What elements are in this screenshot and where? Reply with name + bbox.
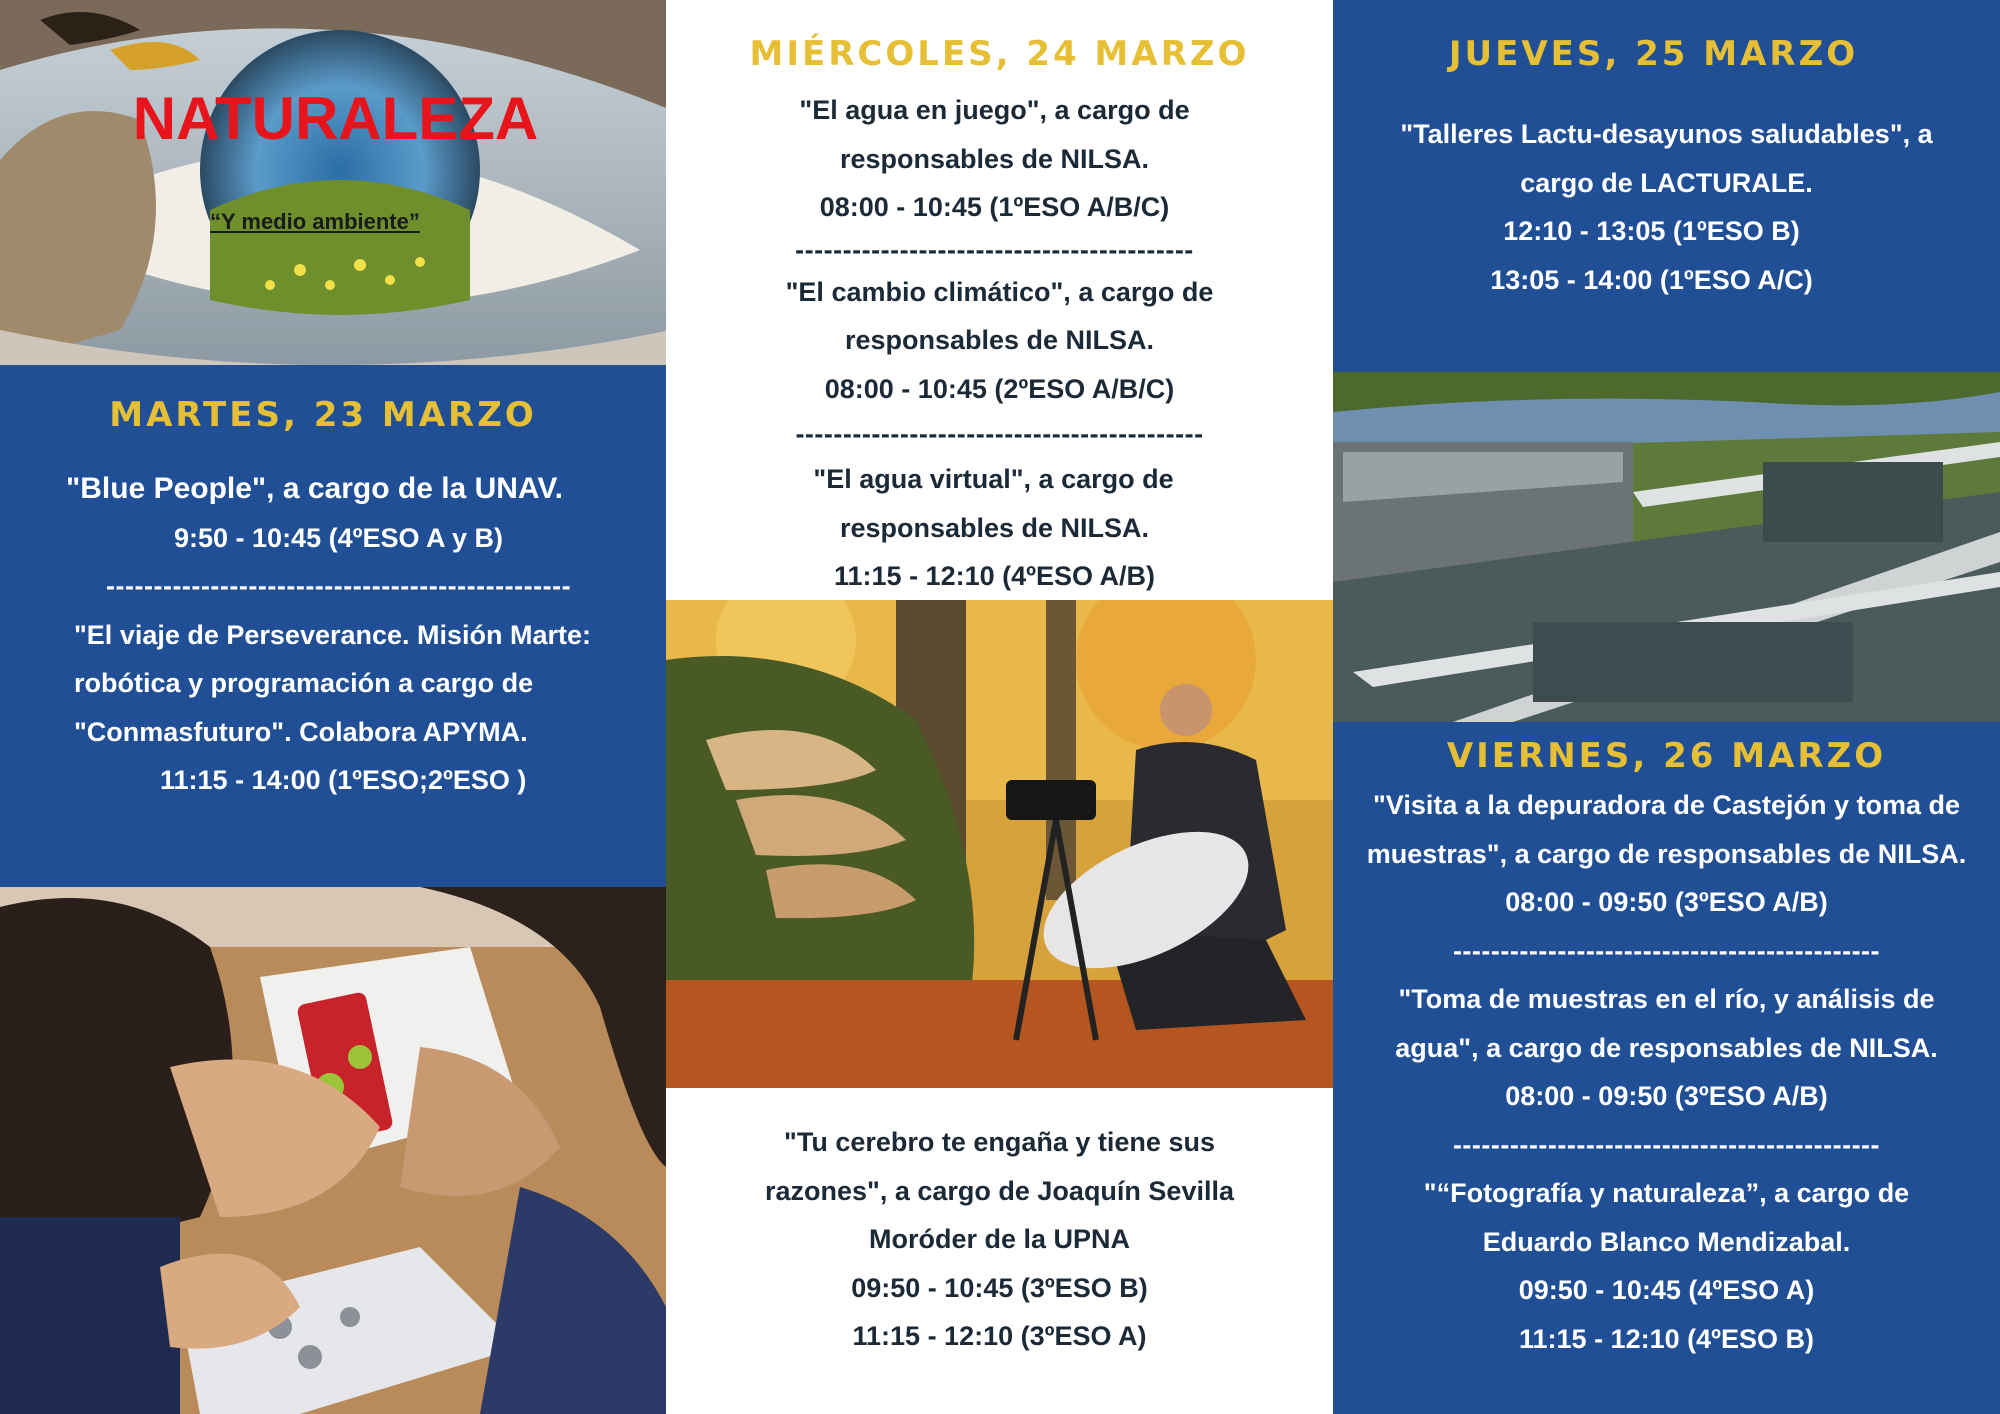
- wednesday-panel-bottom: [666, 1088, 1333, 1414]
- wednesday-event-3-time: 11:15 - 12:10 (4ºESO A/B): [834, 561, 1155, 591]
- thursday-event-1-line-2: cargo de LACTURALE.: [1520, 167, 1813, 198]
- wednesday-event-4-line-2: razones", a cargo de Joaquín Sevilla: [765, 1175, 1234, 1206]
- wednesday-panel: [666, 0, 1333, 600]
- naturaleza-logo-image: [0, 0, 671, 365]
- friday-event-2-line-1: "Toma de muestras en el río, y análisis de: [1398, 984, 1935, 1014]
- photographer-photo: [666, 600, 1333, 1088]
- water-treatment-photo: [1333, 372, 2000, 722]
- thursday-event-1-line-1: "Talleres Lactu-desayunos saludables", a: [1400, 119, 1933, 149]
- tuesday-separator: -------------------------------------------------: [106, 571, 572, 601]
- friday-separator-2: ---------------------------------------------: [1452, 1129, 1881, 1160]
- friday-event-1-time: 08:00 - 09:50 (3ºESO A/B): [1505, 887, 1828, 917]
- wednesday-event-3-line-2: responsables de NILSA.: [839, 512, 1150, 543]
- tuesday-panel: [0, 365, 666, 887]
- tuesday-event-1-time: 9:50 - 10:45 (4ºESO A y B): [174, 522, 503, 553]
- wednesday-event-3-line-1: "El agua virtual", a cargo de: [813, 464, 1174, 494]
- tuesday-event-2-time: 11:15 - 14:00 (1ºESO;2ºESO ): [160, 765, 527, 795]
- tuesday-event-1-title: "Blue People", a cargo de la UNAV.: [66, 472, 563, 505]
- friday-event-3-line-1: "“Fotografía y naturaleza”, a cargo de: [1423, 1178, 1910, 1208]
- thursday-panel: [1333, 0, 2000, 372]
- wednesday-separator-1: ------------------------------------------: [795, 234, 1194, 265]
- wednesday-event-4-line-3: Moróder de la UPNA: [868, 1224, 1131, 1254]
- wednesday-event-1-time: 08:00 - 10:45 (1ºESO A/B/C): [819, 192, 1170, 222]
- wednesday-event-4-time-1: 09:50 - 10:45 (3ºESO B): [851, 1272, 1148, 1303]
- friday-separator-1: ---------------------------------------------: [1452, 935, 1881, 966]
- wednesday-heading: MIÉRCOLES, 24 MARZO: [749, 34, 1250, 74]
- wednesday-event-2-line-2: responsables de NILSA.: [844, 325, 1155, 355]
- logo-subtitle: “Y medio ambiente”: [210, 209, 420, 234]
- thursday-event-1-time-2: 13:05 - 14:00 (1ºESO A/C): [1490, 264, 1813, 295]
- robotics-photo: [0, 887, 666, 1414]
- wednesday-event-1-line-1: "El agua en juego", a cargo de: [799, 95, 1190, 125]
- friday-event-2-line-2: agua", a cargo de responsables de NILSA.: [1395, 1032, 1938, 1063]
- wednesday-event-1-line-2: responsables de NILSA.: [839, 143, 1150, 174]
- tuesday-event-2-line-3: "Conmasfuturo". Colabora APYMA.: [74, 716, 528, 747]
- friday-panel: [1333, 722, 2000, 1414]
- wednesday-event-4-line-1: "Tu cerebro te engaña y tiene sus: [784, 1127, 1215, 1157]
- friday-event-3-time-1: 09:50 - 10:45 (4ºESO A): [1518, 1275, 1815, 1305]
- wednesday-event-2-time: 08:00 - 10:45 (2ºESO A/B/C): [824, 373, 1175, 404]
- friday-heading: VIERNES, 26 MARZO: [1446, 736, 1887, 776]
- friday-event-1-line-1: "Visita a la depuradora de Castejón y toma de: [1373, 790, 1960, 820]
- tuesday-event-2-line-2: robótica y programación a cargo de: [74, 668, 534, 698]
- friday-event-2-time: 08:00 - 09:50 (3ºESO A/B): [1505, 1081, 1828, 1111]
- wednesday-event-4-time-2: 11:15 - 12:10 (3ºESO A): [852, 1321, 1147, 1351]
- thursday-event-1-time-1: 12:10 - 13:05 (1ºESO B): [1503, 216, 1800, 246]
- friday-event-1-line-2: muestras", a cargo de responsables de NILSA.: [1366, 838, 1967, 869]
- friday-event-3-time-2: 11:15 - 12:10 (4ºESO B): [1519, 1323, 1814, 1354]
- tuesday-heading: MARTES, 23 MARZO: [109, 395, 537, 435]
- tuesday-event-2-line-1: "El viaje de Perseverance. Misión Marte:: [74, 619, 592, 650]
- logo-title: NATURALEZA: [132, 85, 539, 152]
- thursday-heading: JUEVES, 25 MARZO: [1448, 34, 1859, 74]
- wednesday-separator-2: -------------------------------------------: [795, 419, 1204, 449]
- friday-event-3-line-2: Eduardo Blanco Mendizabal.: [1482, 1226, 1851, 1257]
- wednesday-event-2-line-1: "El cambio climático", a cargo de: [785, 276, 1214, 307]
